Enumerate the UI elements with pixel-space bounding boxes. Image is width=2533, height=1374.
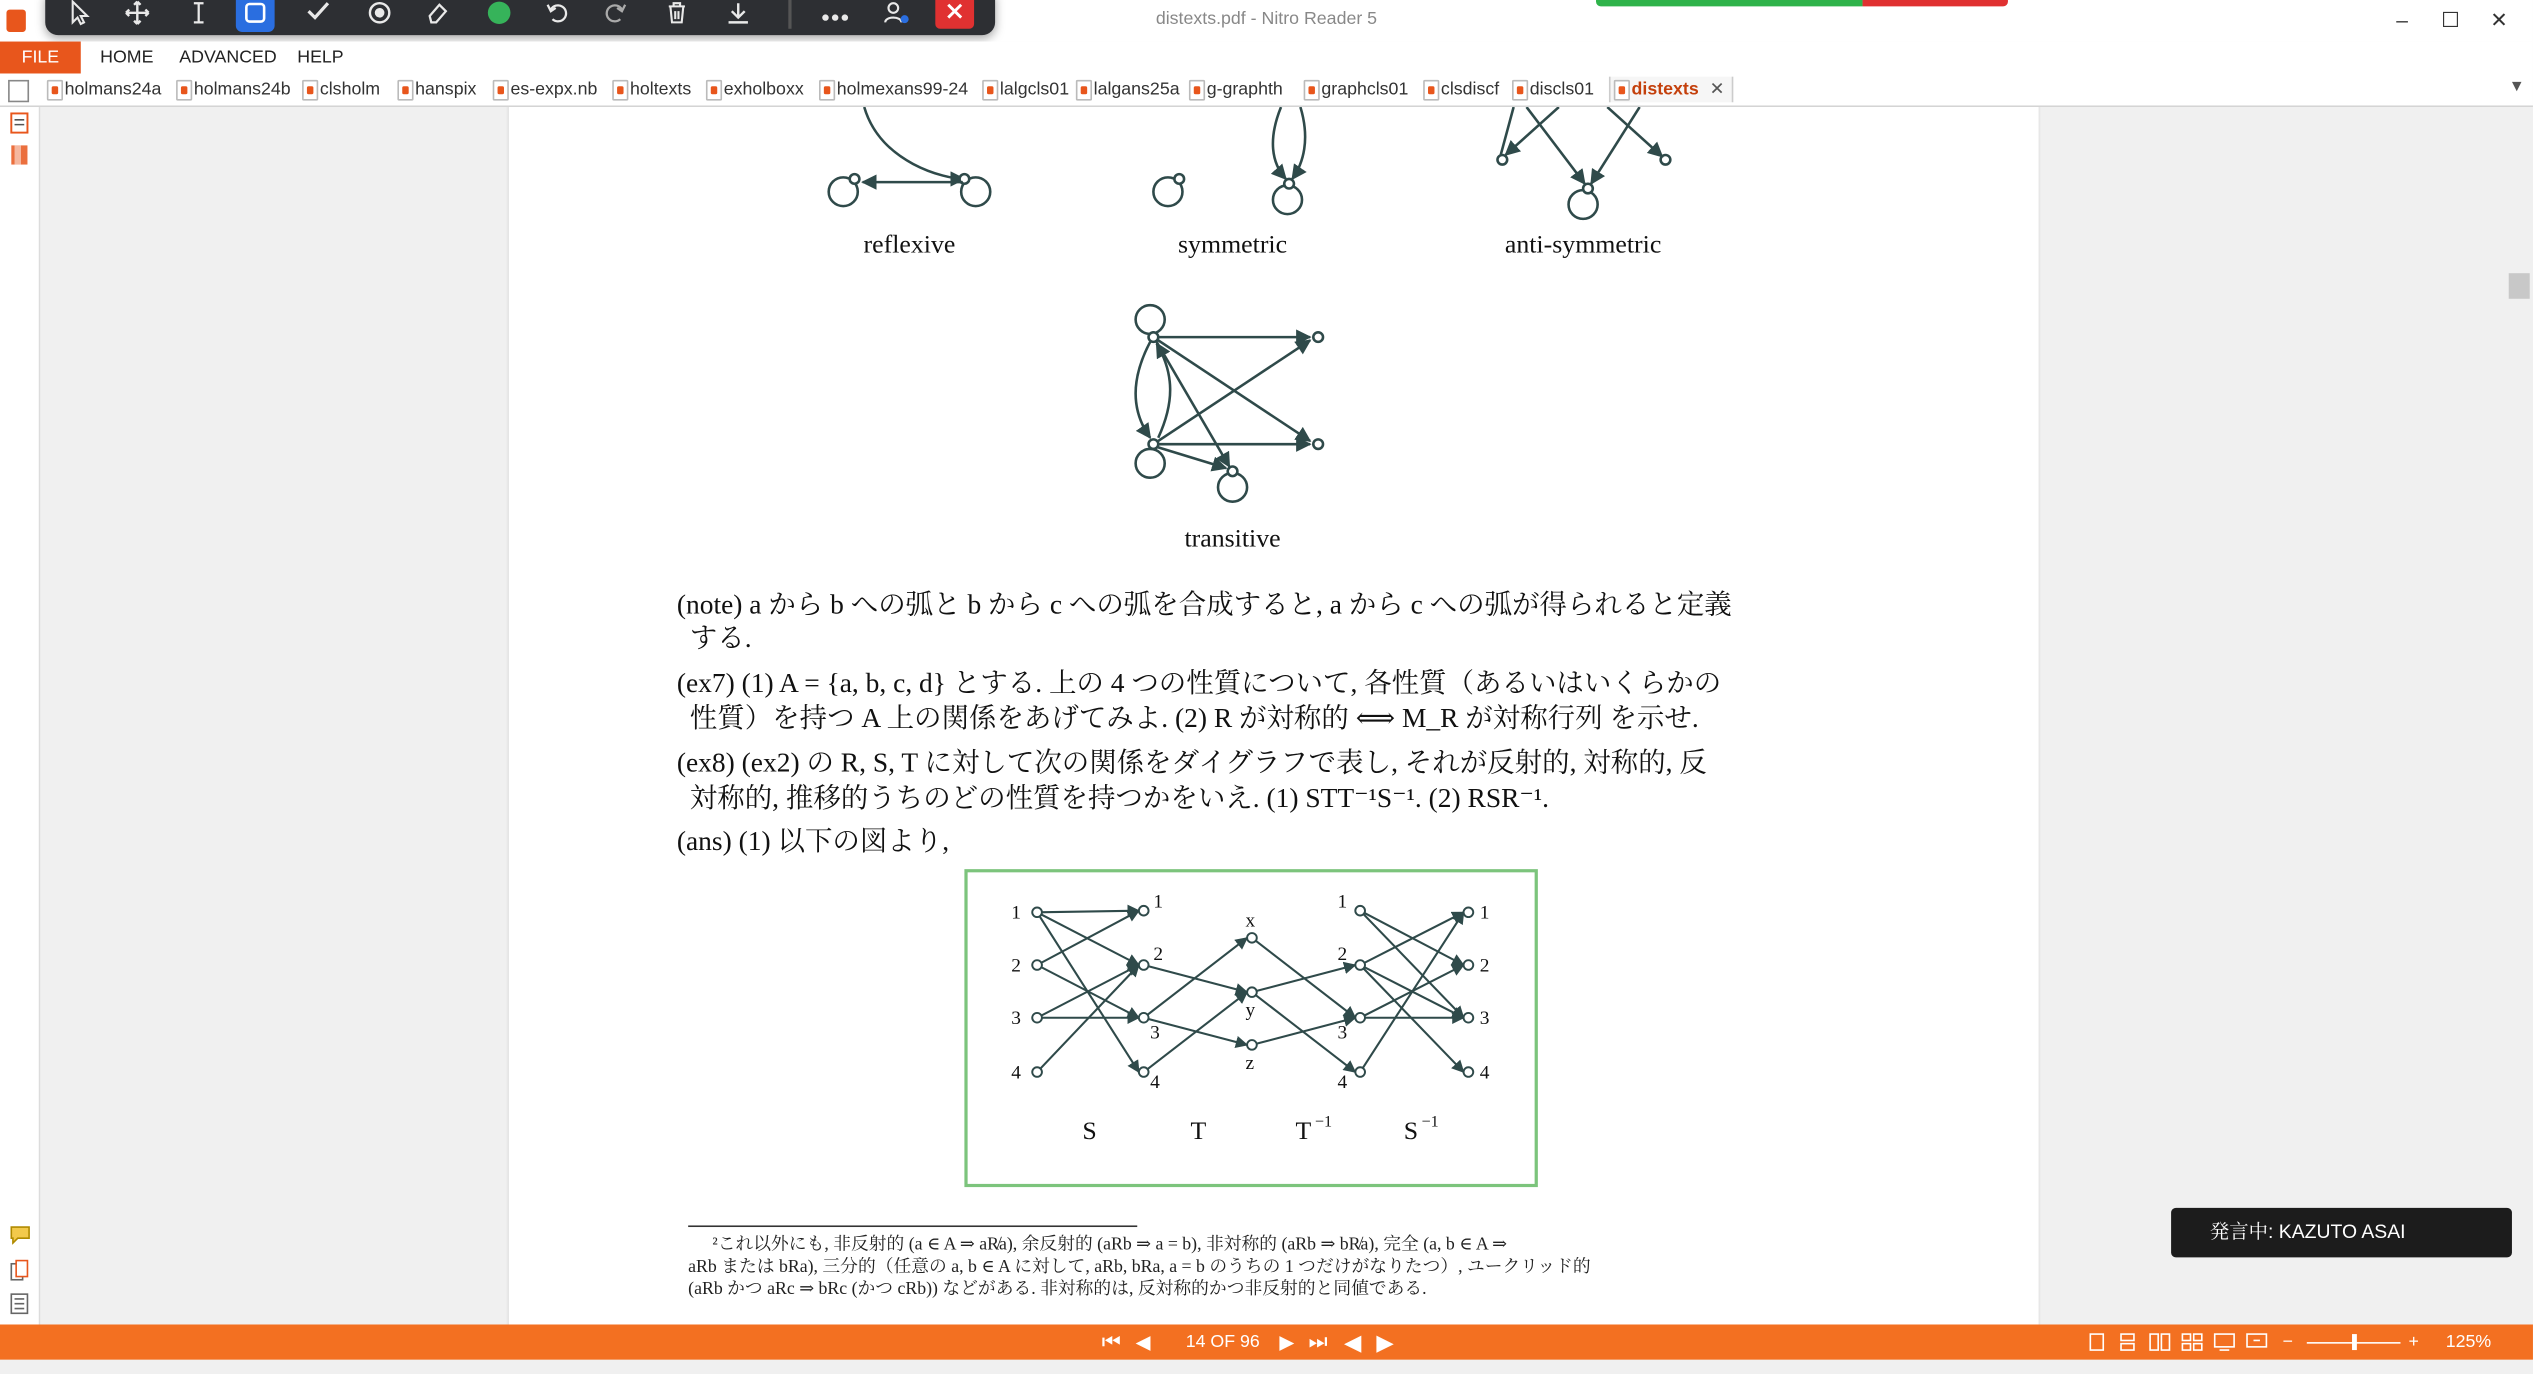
trash-icon[interactable]: [656, 0, 698, 29]
ex8-line-1: (ex8) (ex2) の R, S, T に対して次の関係をダイグラフで表し, それが反射的, 対称的, 反: [676, 747, 1707, 779]
text-cursor-icon[interactable]: [178, 0, 220, 29]
tab-label: clsholm: [319, 79, 381, 100]
left-sidebar: [0, 107, 40, 1324]
s-node-label: 1: [1011, 902, 1021, 924]
pdf-file-icon: [176, 80, 192, 101]
next-page-icon[interactable]: ▶: [1279, 1330, 1295, 1354]
note-line-1: (note) a から b への弧と b から c への弧を合成すると, a から c への弧が得られると定義: [676, 589, 1732, 620]
pdf-file-icon: [1189, 80, 1205, 101]
tab-exholboxx[interactable]: [703, 77, 804, 103]
relation-label-s: S: [1082, 1116, 1097, 1146]
tab-label: holmexans99-24: [836, 79, 969, 100]
tab-label: lalgcls01: [999, 79, 1070, 100]
t-node-label: 2: [1153, 944, 1164, 966]
back-view-icon[interactable]: ◀: [1344, 1329, 1362, 1355]
tab-clsholm[interactable]: [299, 77, 380, 103]
attachments-panel-icon[interactable]: [8, 1259, 31, 1281]
output-panel-icon[interactable]: [8, 1293, 31, 1315]
pdf-file-icon: [1614, 80, 1630, 101]
previous-page-icon[interactable]: ◀: [1135, 1330, 1151, 1354]
caption-reflexive: reflexive: [863, 231, 956, 259]
tab-label: holmans24a: [64, 79, 162, 100]
tab-graphcls01[interactable]: [1300, 77, 1408, 103]
relation-label-t: T: [1190, 1116, 1207, 1146]
footnote-line-1: ²これ以外にも, 非反射的 (a ∈ A ⇒ aR̸a), 余反射的 (aRb ⇒ a = b), 非対称的 (aRb ⇒ bR̸a), 完全 (a, b ∈ A ⇒: [712, 1235, 1508, 1255]
continuous-view-icon[interactable]: [2118, 1324, 2137, 1359]
pdf-file-icon: [47, 80, 63, 101]
tab-es-expx-nb[interactable]: [489, 77, 597, 103]
speaker-text: 発言中: KAZUTO ASAI: [2209, 1220, 2406, 1244]
tab-label: graphcls01: [1321, 79, 1409, 100]
relation-label-t-inverse: T: [1295, 1116, 1312, 1146]
tab-label: clsdiscf: [1440, 79, 1500, 100]
menu-advanced[interactable]: ADVANCED: [179, 47, 277, 68]
pdf-file-icon: [397, 80, 413, 101]
tinv-node-label: 4: [1337, 1072, 1348, 1094]
relation-label-s-inverse: S: [1403, 1116, 1419, 1146]
tab-label: hanspix: [415, 79, 477, 100]
zoom-in-icon[interactable]: +: [2408, 1332, 2419, 1352]
footnote-line-3: (aRb かつ aRc ⇒ bRc (かつ cRb)) などがある. 非対称的は, 反対称的かつ非反射的と同値である.: [688, 1279, 1427, 1299]
forward-view-icon[interactable]: ▶: [1376, 1329, 1394, 1355]
tab-label: lalgans25a: [1093, 79, 1180, 100]
status-bar: [0, 1324, 2533, 1359]
tab-label: holmans24b: [193, 79, 291, 100]
bookmarks-panel-icon[interactable]: [8, 144, 31, 166]
maximize-button[interactable]: ☐: [2441, 7, 2460, 32]
pdf-file-icon: [706, 80, 722, 101]
undo-icon[interactable]: [536, 0, 578, 29]
menu-file[interactable]: FILE: [0, 42, 81, 74]
footnote-rule: [688, 1225, 1137, 1227]
ex7-line-2: 性質）を持つ A 上の関係をあげてみよ. (2) R が対称的 ⟺ M_R が対称行列 を示せ.: [689, 702, 1699, 734]
tab-label: es-expx.nb: [510, 79, 598, 100]
ans-line: (ans) (1) 以下の図より,: [676, 826, 950, 857]
t-node-label: 4: [1150, 1072, 1160, 1094]
document-tab-bar: [0, 73, 2533, 107]
single-page-view-icon[interactable]: [2087, 1324, 2106, 1359]
facing-view-icon[interactable]: [2148, 1324, 2171, 1359]
progress-green-bar: [1596, 0, 1863, 6]
tab-g-graphth[interactable]: [1186, 77, 1283, 103]
ex8-line-2: 対称的, 推移的うちのどの性質を持つかをいえ. (1) STT⁻¹S⁻¹. (2) RSR⁻¹.: [689, 782, 1550, 814]
mid-node-label: z: [1245, 1052, 1255, 1074]
sinv-node-label: 2: [1479, 955, 1490, 977]
annotation-toolbar: [45, 0, 995, 35]
menu-help[interactable]: HELP: [297, 47, 344, 68]
tab-label: distexts: [1631, 79, 1699, 100]
rectangle-icon[interactable]: [236, 0, 275, 32]
speaker-notification: [2171, 1208, 2512, 1258]
t-inverse-superscript: −1: [1314, 1113, 1333, 1131]
last-page-icon[interactable]: ⏭: [1308, 1329, 1328, 1354]
stamp-icon[interactable]: [359, 0, 401, 29]
caption-symmetric: symmetric: [1177, 231, 1288, 259]
close-window-button[interactable]: ✕: [2490, 7, 2508, 32]
tab-label: exholboxx: [723, 79, 804, 100]
pdf-file-icon: [982, 80, 998, 101]
mid-node-label: x: [1245, 910, 1256, 932]
close-icon[interactable]: [935, 0, 974, 29]
document-viewer[interactable]: [40, 107, 2507, 1324]
tab-lalgcls01[interactable]: [979, 77, 1069, 103]
zoom-slider-handle[interactable]: [2352, 1334, 2357, 1350]
footnote-line-2: aRb または bRa), 三分的（任意の a, b ∈ A に対して, aRb, bRa, a = b のうちの 1 つだけがなりたつ）, ユークリッド的: [688, 1257, 1591, 1277]
more-icon[interactable]: [814, 0, 856, 29]
fit-width-icon[interactable]: [2213, 1324, 2236, 1359]
sinv-node-label: 3: [1479, 1008, 1490, 1030]
comments-panel-icon[interactable]: [8, 1225, 31, 1247]
s-node-label: 2: [1011, 955, 1021, 977]
pdf-file-icon: [1304, 80, 1320, 101]
scrollbar-thumb[interactable]: [2509, 274, 2530, 300]
pdf-file-icon: [612, 80, 628, 101]
tinv-node-label: 1: [1337, 891, 1348, 913]
tab-discls01[interactable]: [1509, 77, 1594, 103]
pdf-file-icon: [302, 80, 318, 101]
tinv-node-label: 3: [1337, 1022, 1348, 1044]
zoom-level[interactable]: 125%: [2445, 1332, 2492, 1352]
tab-holtexts[interactable]: [609, 77, 691, 103]
page-list-icon[interactable]: [8, 80, 29, 102]
people-icon[interactable]: [876, 0, 918, 29]
pdf-file-icon: [819, 80, 835, 101]
toolbar-divider: [788, 0, 791, 29]
zoom-out-icon[interactable]: −: [2282, 1332, 2293, 1352]
property-digraphs: [509, 107, 2039, 578]
facing-continuous-view-icon[interactable]: [2181, 1324, 2204, 1359]
composition-digraph: [968, 872, 1535, 1184]
pdf-file-icon: [493, 80, 509, 101]
tab-holmans24a[interactable]: [44, 77, 162, 103]
pdf-page: [509, 107, 2039, 1324]
tab-label: discls01: [1529, 79, 1594, 100]
checkmark-icon[interactable]: [297, 0, 339, 29]
tab-overflow-chevron-icon[interactable]: ▼: [2508, 78, 2525, 96]
tab-holmans24b[interactable]: [173, 77, 291, 103]
pdf-file-icon: [1512, 80, 1528, 101]
tab-clsdiscf[interactable]: [1420, 77, 1499, 103]
caption-transitive: transitive: [1184, 525, 1281, 553]
tab-label: g-graphth: [1206, 79, 1283, 100]
pages-panel-icon[interactable]: [8, 112, 31, 134]
menu-bar: [0, 42, 2533, 74]
progress-red-bar: [1863, 0, 2008, 6]
tinv-node-label: 2: [1337, 944, 1348, 966]
download-icon[interactable]: [717, 0, 759, 29]
tab-lalgans25a[interactable]: [1073, 77, 1180, 103]
s-node-label: 3: [1011, 1008, 1021, 1030]
s-inverse-superscript: −1: [1421, 1113, 1439, 1131]
ex7-line-1: (ex7) (1) A = {a, b, c, d} とする. 上の 4 つの性質について, 各性質（あるいはいくらかの: [676, 667, 1722, 699]
mid-node-label: y: [1245, 1000, 1256, 1022]
minimize-button[interactable]: –: [2396, 7, 2408, 32]
note-line-2: する.: [689, 623, 752, 654]
tab-distexts[interactable]: [1609, 77, 1733, 103]
eraser-icon[interactable]: [417, 0, 459, 29]
s-node-label: 4: [1011, 1062, 1021, 1084]
pdf-file-icon: [1423, 80, 1439, 101]
window-title: distexts.pdf - Nitro Reader 5: [1155, 9, 1378, 29]
color-dot-icon[interactable]: [478, 0, 520, 29]
tab-label: holtexts: [630, 79, 692, 100]
footnote: [688, 1233, 1819, 1300]
tab-hanspix[interactable]: [394, 77, 476, 103]
sinv-node-label: 1: [1479, 902, 1490, 924]
move-icon[interactable]: [116, 0, 158, 29]
redo-icon[interactable]: [594, 0, 636, 29]
menu-home[interactable]: HOME: [100, 47, 154, 68]
sinv-node-label: 4: [1479, 1062, 1490, 1084]
answer-figure: [964, 869, 1537, 1187]
t-node-label: 3: [1150, 1022, 1160, 1044]
tab-close-icon[interactable]: ✕: [1709, 79, 1725, 100]
page-indicator[interactable]: 14 OF 96: [1185, 1332, 1260, 1352]
caption-anti-symmetric: anti-symmetric: [1504, 231, 1662, 259]
pointer-icon[interactable]: [58, 0, 100, 29]
tab-holmexans99-24[interactable]: [816, 77, 968, 103]
first-page-icon[interactable]: ⏮: [1101, 1329, 1121, 1354]
pdf-file-icon: [1076, 80, 1092, 101]
fullscreen-icon[interactable]: [2245, 1324, 2268, 1359]
t-node-label: 1: [1153, 891, 1164, 913]
